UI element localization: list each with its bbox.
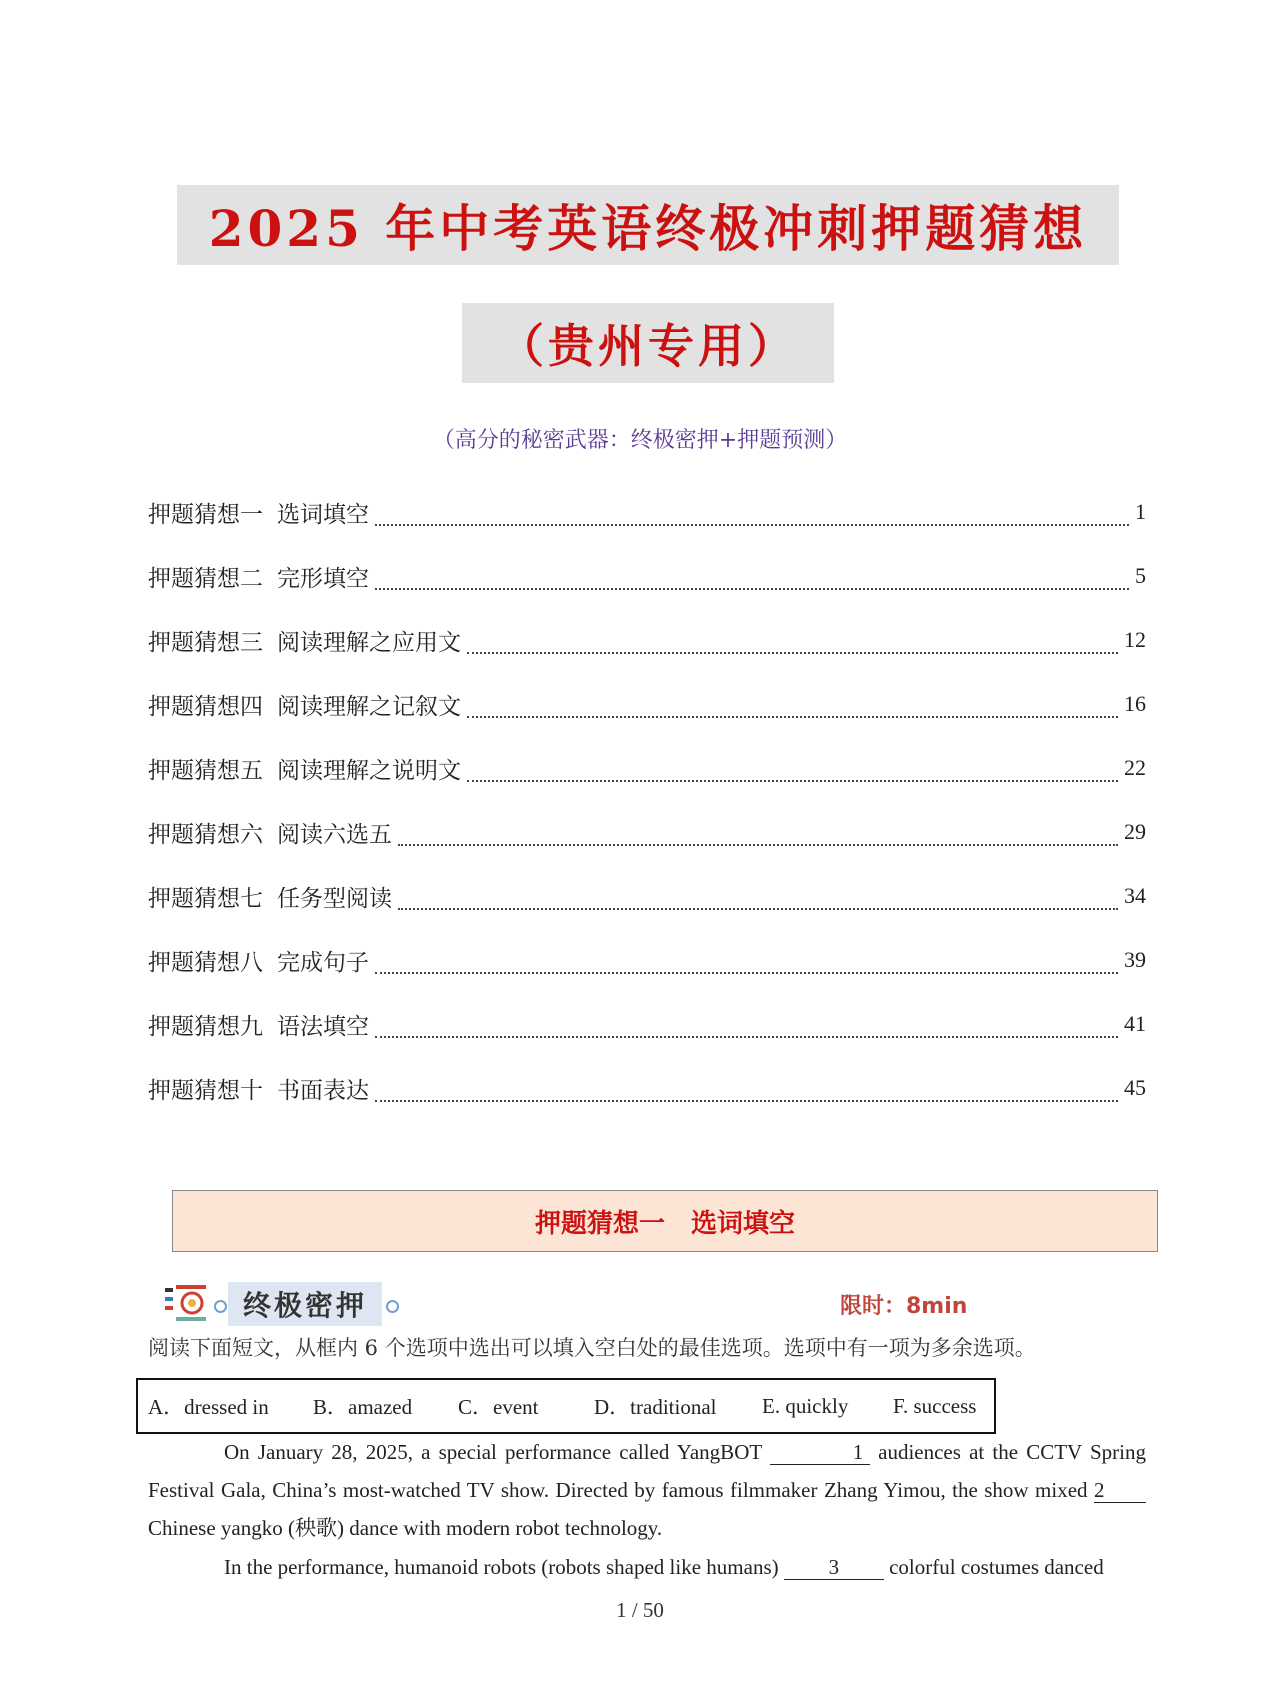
- passage-paragraph: [148, 1433, 1146, 1547]
- option-c: C．event: [458, 1395, 539, 1419]
- toc-entry[interactable]: [148, 1056, 1146, 1120]
- passage-text: audiences at the CCTV Spring Festival Gala, China’s most-watched TV show. Directed by famous filmmaker Zhang Yimou, the show mixed: [148, 1440, 1146, 1502]
- document-subtitle: （贵州专用）: [498, 319, 798, 373]
- toc-leader-dots: [375, 1094, 1118, 1102]
- table-of-contents: [148, 480, 1146, 1120]
- toc-entry-page: 16: [1124, 691, 1146, 716]
- toc-leader-dots: [398, 838, 1118, 846]
- passage-text: On January 28, 2025, a special performance called YangBOT: [224, 1440, 762, 1464]
- toc-entry-page: 12: [1124, 627, 1146, 652]
- toc-entry-page: 41: [1124, 1011, 1146, 1036]
- toc-entry-label: 押题猜想一: [148, 501, 263, 528]
- toc-entry-topic: 语法填空: [277, 1013, 369, 1040]
- toc-entry-topic: 阅读理解之说明文: [277, 757, 461, 784]
- toc-leader-dots: [375, 966, 1118, 974]
- toc-entry-page: 34: [1124, 883, 1146, 908]
- toc-entry-topic: 阅读理解之应用文: [277, 629, 461, 656]
- decorative-dot-icon: [214, 1300, 227, 1313]
- toc-entry-page: 45: [1124, 1075, 1146, 1100]
- toc-entry-label: 押题猜想五: [148, 757, 263, 784]
- toc-leader-dots: [467, 646, 1118, 654]
- toc-entry-label: 押题猜想十: [148, 1077, 263, 1104]
- passage-text: colorful costumes danced: [889, 1555, 1104, 1579]
- decorative-dot-icon: [386, 1300, 399, 1313]
- word-options-box: [136, 1378, 996, 1434]
- blank-2[interactable]: 2: [1094, 1478, 1146, 1503]
- option-a: A．dressed in: [148, 1395, 269, 1419]
- passage-text: In the performance, humanoid robots (robots shaped like humans): [224, 1555, 779, 1579]
- toc-leader-dots: [375, 518, 1129, 526]
- section-header: [172, 1190, 1158, 1252]
- toc-leader-dots: [398, 902, 1118, 910]
- toc-entry[interactable]: [148, 480, 1146, 544]
- toc-entry-topic: 书面表达: [277, 1077, 369, 1104]
- toc-entry-page: 5: [1135, 563, 1146, 588]
- blank-1[interactable]: 1: [770, 1440, 870, 1465]
- toc-leader-dots: [467, 774, 1118, 782]
- toc-entry[interactable]: [148, 992, 1146, 1056]
- badge-label: 终极密押: [242, 1289, 367, 1322]
- toc-entry-label: 押题猜想三: [148, 629, 263, 656]
- toc-entry-topic: 完成句子: [277, 949, 369, 976]
- toc-entry-label: 押题猜想二: [148, 565, 263, 592]
- toc-entry[interactable]: [148, 672, 1146, 736]
- instruction-text: 阅读下面短文，从框内 6 个选项中选出可以填入空白处的最佳选项。选项中有一项为多余选项。: [148, 1336, 1036, 1360]
- toc-entry[interactable]: [148, 736, 1146, 800]
- time-limit: 限时：8min: [840, 1294, 968, 1319]
- toc-leader-dots: [375, 1030, 1118, 1038]
- option-f: F. success: [893, 1393, 977, 1418]
- option-b: B．amazed: [313, 1395, 413, 1419]
- toc-entry[interactable]: [148, 864, 1146, 928]
- option-e: E. quickly: [762, 1393, 849, 1418]
- toc-entry-label: 押题猜想六: [148, 821, 263, 848]
- toc-leader-dots: [375, 582, 1129, 590]
- toc-entry-topic: 阅读理解之记叙文: [277, 693, 461, 720]
- toc-entry-page: 29: [1124, 819, 1146, 844]
- toc-entry-topic: 任务型阅读: [277, 885, 392, 912]
- blank-3[interactable]: 3: [784, 1555, 884, 1580]
- toc-entry-page: 22: [1124, 755, 1146, 780]
- toc-entry-topic: 完形填空: [277, 565, 369, 592]
- badge: [228, 1282, 382, 1326]
- document-subtitle-banner: [462, 303, 834, 383]
- passage-paragraph: [148, 1548, 1146, 1586]
- toc-entry-page: 1: [1135, 499, 1146, 524]
- document-title: 2025 年中考英语终极冲刺押题猜想: [208, 199, 1088, 258]
- section-title: 押题猜想一 选词填空: [534, 1208, 795, 1239]
- page-number: 1 / 50: [616, 1598, 664, 1622]
- toc-entry-topic: 选词填空: [277, 501, 369, 528]
- toc-entry-label: 押题猜想九: [148, 1013, 263, 1040]
- toc-entry[interactable]: [148, 928, 1146, 992]
- target-icon: [162, 1283, 214, 1323]
- toc-entry[interactable]: [148, 544, 1146, 608]
- toc-entry-label: 押题猜想四: [148, 693, 263, 720]
- option-d: D．traditional: [594, 1395, 717, 1419]
- toc-entry[interactable]: [148, 608, 1146, 672]
- toc-entry-label: 押题猜想七: [148, 885, 263, 912]
- toc-entry-label: 押题猜想八: [148, 949, 263, 976]
- toc-entry-page: 39: [1124, 947, 1146, 972]
- toc-leader-dots: [467, 710, 1118, 718]
- document-title-banner: [177, 185, 1119, 265]
- toc-entry-topic: 阅读六选五: [277, 821, 392, 848]
- passage-text: Chinese yangko (秧歌) dance with modern robot technology.: [148, 1516, 663, 1540]
- document-tagline: （高分的秘密武器：终极密押+押题预测）: [432, 428, 848, 453]
- toc-entry[interactable]: [148, 800, 1146, 864]
